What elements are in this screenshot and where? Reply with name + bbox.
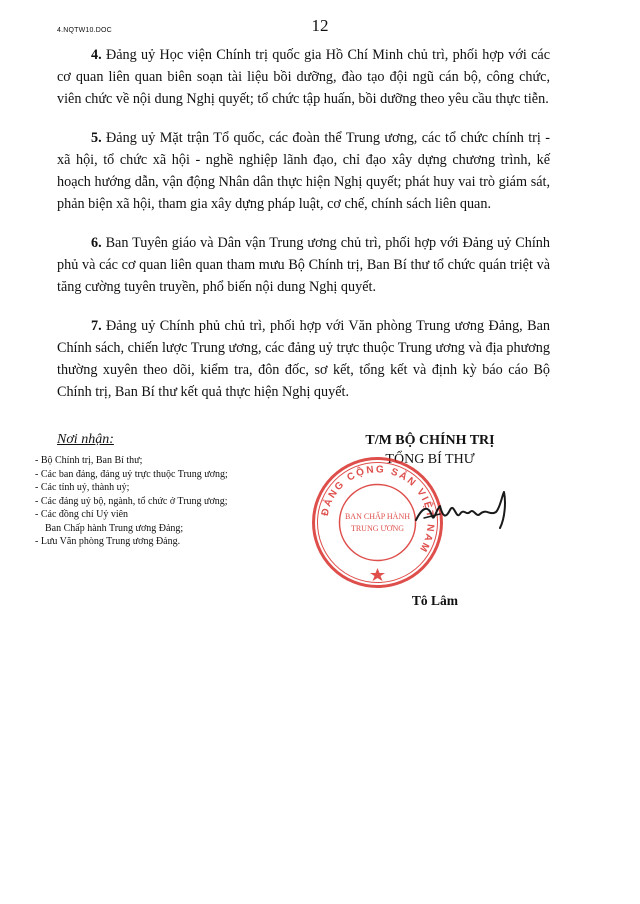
recipients-list: [35, 454, 325, 549]
page-number: 12: [311, 16, 329, 35]
recipient-item: - Lưu Văn phòng Trung ương Đảng.: [35, 536, 181, 547]
seal-star-icon: [370, 568, 385, 581]
on-behalf-title: T/M BỘ CHÍNH TRỊ: [365, 433, 495, 448]
paragraph-4: [57, 44, 550, 110]
recipient-item: Ban Chấp hành Trung ương Đảng;: [45, 522, 184, 534]
recipients-block: [35, 432, 325, 549]
seal-outer-text: ĐẢNG CỘNG SẢN VIỆT NAM: [319, 464, 436, 555]
paragraph-number: 5.: [91, 130, 102, 146]
signer-position: TỔNG BÍ THƯ: [385, 452, 475, 467]
recipients-heading: Nơi nhận:: [57, 432, 114, 447]
paragraph-7: [57, 315, 550, 403]
body-paragraphs: [57, 44, 550, 420]
paragraph-text: Đảng uỷ Học viện Chính trị quốc gia Hồ Chí Minh chủ trì, phối hợp với các cơ quan liên quan biên soạn tài liệu bồi dưỡng, đào tạo đội ngũ cán bộ, công chức, viên chức về nội dung Nghị quyết; tổ chức tập huấn, bồi dưỡng theo yêu cầu thực tiễn.: [57, 47, 550, 107]
seal-inner-text-1: BAN CHẤP HÀNH: [344, 512, 411, 521]
paragraph-6: [57, 232, 550, 298]
recipient-item: - Các tỉnh uỷ, thành uỷ;: [35, 482, 130, 493]
recipient-item: - Các đồng chí Uỷ viên: [35, 509, 129, 520]
paragraph-text: Đảng uỷ Mặt trận Tổ quốc, các đoàn thể Trung ương, các tổ chức chính trị - xã hội, tổ chức xã hội - nghề nghiệp lãnh đạo, chỉ đạo xây dựng chương trình, kế hoạch hướng dẫn, vận động Nhân dân thực hiện Nghị quyết; phát huy vai trò giám sát, phản biện xã hội, tham gia xây dựng pháp luật, cơ chế, chính sách liên quan.: [57, 130, 550, 212]
seal-inner-text-2: TRUNG ƯƠNG: [350, 524, 405, 533]
file-code: 4.NQTW10.DOC: [57, 27, 112, 34]
paragraph-text: Đảng uỷ Chính phủ chủ trì, phối hợp với Văn phòng Trung ương Đảng, Ban Chính sách, chiến lược Trung ương, các đảng uỷ trực thuộc Trung ương và địa phương thường xuyên theo dõi, kiểm tra, đôn đốc, sơ kết, tổng kết và định kỳ báo cáo Bộ Chính trị, Ban Bí thư kết quả thực hiện Nghị quyết.: [57, 318, 550, 400]
recipient-item: - Các đảng uỷ bộ, ngành, tổ chức ở Trung ương;: [35, 495, 228, 507]
paragraph-text: Ban Tuyên giáo và Dân vận Trung ương chủ trì, phối hợp với Đảng uỷ Chính phủ và các cơ quan liên quan tham mưu Bộ Chính trị, Ban Bí thư tổ chức quán triệt và tăng cường tuyên truyền, phổ biến nội dung Nghị quyết.: [57, 235, 550, 295]
signer-name: Tô Lâm: [411, 593, 459, 608]
paragraph-number: 6.: [91, 235, 102, 251]
recipient-item: - Bộ Chính trị, Ban Bí thư;: [35, 455, 143, 466]
paragraph-number: 7.: [91, 318, 102, 334]
paragraph-number: 4.: [91, 47, 102, 63]
paragraph-5: [57, 127, 550, 215]
recipient-item: - Các ban đảng, đảng uỷ trực thuộc Trung ương;: [35, 468, 228, 480]
handwritten-signature: [410, 488, 520, 533]
